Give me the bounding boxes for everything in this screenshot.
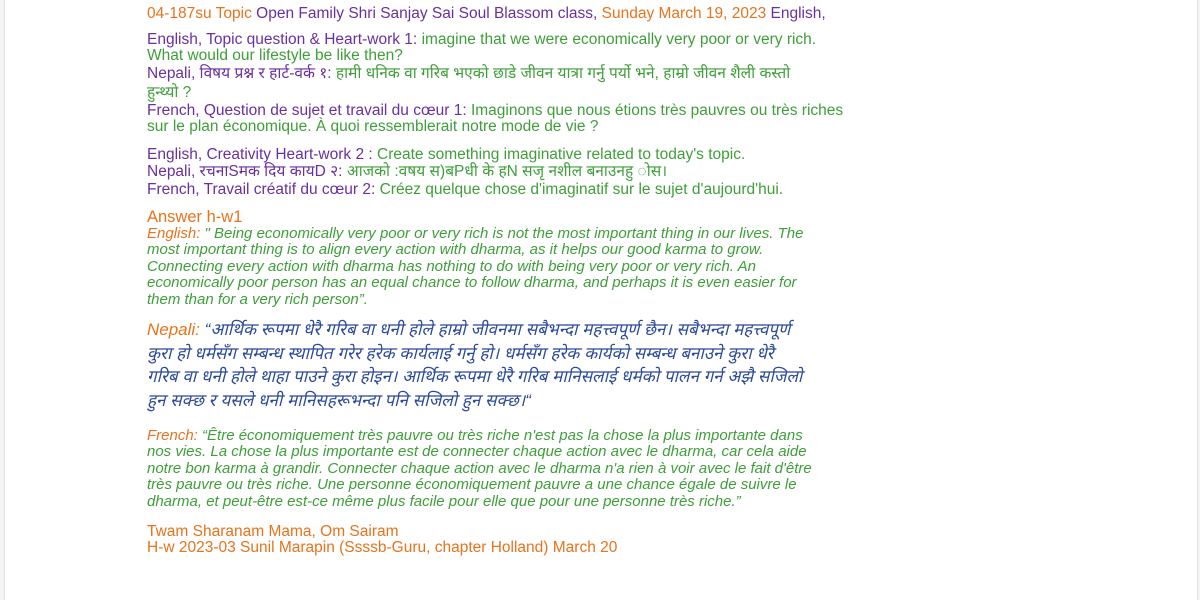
header-line	[147, 6, 1067, 22]
header-lang: English,	[770, 5, 826, 22]
document-page	[4, 0, 1198, 600]
answer-heading: Answer h-w1	[147, 208, 243, 226]
q2-french-text: Créez quelque chose d'imaginatif sur le sujet d'aujourd'hui.	[379, 181, 784, 198]
q1-nepali-text-2: हुन्थ्यो ?	[147, 84, 192, 101]
q1-english	[147, 32, 1067, 48]
q2-french	[147, 182, 1067, 198]
answer-english-line: them than for a very rich person”.	[147, 290, 368, 308]
answer-nepali-line: गरिब वा धनी होले थाहा पाउने कुरा होइन। आर्थिक रूपमा धेरै गरिब मानिसलाई धर्मको पालन गर्न अझै सजिलो	[147, 367, 803, 387]
q1-english-text: imagine that we were economically very poor or very rich.	[421, 31, 817, 48]
q1-french-label: French, Question de sujet et travail du cœur 1:	[147, 102, 467, 119]
q2-french-label: French, Travail créatif du cœur 2:	[147, 181, 376, 198]
answer-french-line: dharma, et peut-être est-ce même plus facile pour elle que pour une personne très riche.”	[147, 492, 741, 510]
answer-nepali-label: Nepali:	[147, 320, 200, 340]
q1-french-text: Imaginons que nous étions très pauvres ou très riches	[470, 102, 844, 119]
answer-french-line: nos vies. La chose la plus importante est de connecter chaque action avec le dharma, car cela aide	[147, 443, 807, 461]
answer-nepali-line: “आर्थिक रूपमा धेरै गरिब वा धनी होले हाम्रो जीवनमा सबैभन्दा महत्त्वपूर्ण छैन। सबैभन्दा महत्त्वपूर्ण	[204, 320, 791, 340]
answer-french-line: “Être économiquement très pauvre ou très riche n'est pas la chose la plus importante dans	[202, 427, 803, 445]
answer-french-line: notre bon karma à grandir. Connecter chaque action avec le dharma n'a rien à voir avec le fait d'être	[147, 459, 812, 477]
answer-english-line: " Being economically very poor or very rich is not the most important thing in our lives. The	[204, 225, 804, 242]
q1-nepali	[147, 66, 1067, 82]
answer-nepali-line: हुन सक्छ र यसले धनी मानिसहरूभन्दा पनि सजिलो हुन सक्छ।“	[147, 390, 531, 410]
q2-english-label: English, Creativity Heart-work 2 :	[147, 146, 373, 163]
answer-english-line: most important thing is to align every action with dharma, as it helps our good karma to grow.	[147, 241, 764, 259]
q2-nepali-label: Nepali, रचनाSमक दिय कायD २:	[147, 163, 343, 180]
closing-line: Twam Sharanam Mama, Om Sairam	[147, 523, 399, 541]
answer-french	[147, 428, 1067, 510]
document-content	[147, 6, 1067, 556]
q1-french	[147, 103, 1067, 119]
q2-english-text: Create something imaginative related to today's topic.	[377, 146, 746, 163]
q1-english-label: English, Topic question & Heart-work 1:	[147, 31, 418, 48]
answer-english-label: English:	[147, 225, 201, 242]
q1-french-text-2: sur le plan économique. À quoi ressemblerait notre mode de vie ?	[147, 118, 599, 135]
answer-french-line: très pauvre ou très riche. Une personne économiquement pauvre a une chance égale de suivre le	[147, 476, 797, 494]
answer-nepali-line: कुरा हो धर्मसँग सम्बन्ध स्थापित गरेर हरेक कार्यलाई गर्नु हो। धर्मसँग हरेक कार्यको सम्बन्ध बनाउने कुरा धेरै	[147, 343, 774, 363]
answer-english-line: Connecting every action with dharma has nothing to do with being very poor or very rich. An	[147, 257, 756, 275]
answer-english-line: economically poor person has an equal chance to follow dharma, and perhaps it is even easier for	[147, 274, 797, 292]
q2-english	[147, 147, 1067, 163]
answer-english	[147, 226, 1067, 308]
header-topic: Open Family Shri Sanjay Sai Soul Blassom class,	[256, 5, 598, 22]
q2-nepali	[147, 164, 1067, 180]
q2-nepali-text: आजको :वषय स)बPधी के हN सजृ नशील बनाउनहु ◌ोस।	[346, 163, 668, 180]
signature-line: H-w 2023-03 Sunil Marapin (Ssssb-Guru, chapter Holland) March 20	[147, 539, 618, 557]
header-code: 04-187su Topic	[147, 5, 252, 22]
q1-english-text-2: What would our lifestyle be like then?	[147, 47, 403, 64]
q1-nepali-text: हामी धनिक वा गरिब भएको छाडे जीवन यात्रा गर्नु पर्यो भने, हाम्रो जीवन शैली कस्तो	[335, 65, 791, 82]
answer-french-label: French:	[147, 427, 198, 445]
header-date: Sunday March 19, 2023	[601, 5, 767, 22]
q1-nepali-label: Nepali, विषय प्रश्न र हार्ट-वर्क १:	[147, 65, 332, 82]
answer-nepali	[147, 318, 1067, 412]
